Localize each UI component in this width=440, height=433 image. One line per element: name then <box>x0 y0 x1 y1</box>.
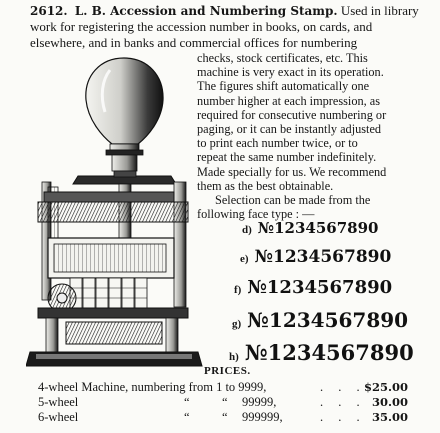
face-type-sample: №1234567890 <box>257 219 379 237</box>
description-line: repeat the same number indefinitely. <box>197 150 377 165</box>
face-type-label: e) <box>240 253 249 265</box>
description-line: checks, stock certificates, etc. This <box>197 51 368 65</box>
numbering-stamp-illustration <box>26 52 204 370</box>
face-type-label: f) <box>234 284 242 296</box>
face-type-h <box>229 342 414 364</box>
description-line: paging, or it can be instantly adjusted <box>197 122 382 137</box>
price-description: 4-wheel Machine, numbering from 1 to 9999, <box>38 380 267 394</box>
item-heading <box>30 3 422 51</box>
description-line: The figures shift automatically one <box>197 79 370 94</box>
price-range: 99999, <box>242 395 277 409</box>
price-range: 999999, <box>242 410 283 424</box>
description-line: to print each number twice, or to <box>197 136 358 151</box>
price-amount: 30.00 <box>371 395 408 409</box>
description-line: required for consecutive numbering or <box>197 107 387 122</box>
item-title: L. B. Accession and Numbering Stamp. <box>74 4 338 18</box>
selection-line: Selection can be made from the <box>215 193 371 208</box>
price-description: 6-wheel <box>38 410 79 424</box>
face-type-sample: №1234567890 <box>254 247 392 267</box>
ditto-mark: “ <box>184 410 190 424</box>
face-type-e <box>240 249 391 266</box>
item-description <box>197 51 422 221</box>
price-leader: . . . <box>320 395 366 409</box>
price-row <box>38 380 408 394</box>
price-amount: 35.00 <box>371 410 408 424</box>
description-line: Made specially for us. We recommend <box>197 164 387 179</box>
item-intro: Used in library work for registering the accession number in books, on cards, and elsewhere, and in banks and commercial offices for numbering <box>30 3 419 50</box>
price-amount: $25.00 <box>363 380 408 394</box>
description-line: machine is very exact in its operation. <box>197 65 384 80</box>
face-type-label: h) <box>229 351 239 363</box>
face-type-f <box>234 279 392 297</box>
face-type-sample: №1234567890 <box>247 308 409 332</box>
price-leader: . . . <box>320 380 366 394</box>
face-type-sample: №1234567890 <box>244 340 414 365</box>
face-type-label: d) <box>242 224 252 236</box>
description-line: number higher at each impression, as <box>197 93 381 108</box>
description-line: them as the best obtainable. <box>197 178 334 193</box>
price-row <box>38 410 408 424</box>
price-description: 5-wheel <box>38 395 79 409</box>
face-type-sample: №1234567890 <box>247 277 393 298</box>
selection-line: following face type : — <box>197 207 315 222</box>
ditto-mark: “ <box>184 395 190 409</box>
ditto-mark: “ <box>222 395 228 409</box>
face-type-d <box>242 221 378 237</box>
face-type-g <box>232 310 408 331</box>
catalog-number: 2612. <box>30 4 68 18</box>
prices-heading: PRICES. <box>204 365 251 377</box>
price-row <box>38 395 408 409</box>
price-leader: . . . <box>320 410 366 424</box>
face-type-label: g) <box>232 318 242 330</box>
ditto-mark: “ <box>222 410 228 424</box>
